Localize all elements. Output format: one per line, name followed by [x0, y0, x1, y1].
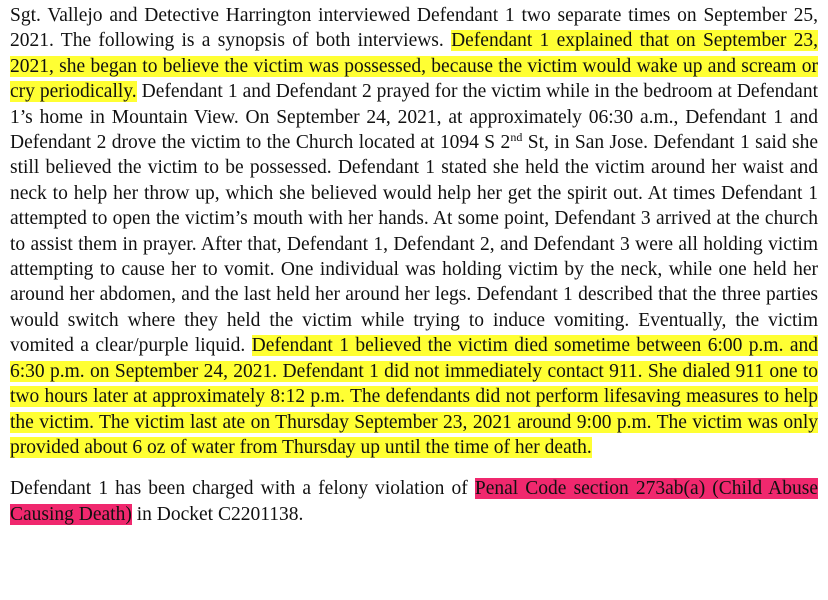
yellow-highlight-death-timeline: Defendant 1 believed the victim died sometime between 6:00 p.m. and 6:30 p.m. on September 24, 2021. Defendant 1 did not immediately contact 911. She dialed 911 one to two hours later at approximately 8:12 p.m. The defendants did not perform lifesaving measures to help the victim. The victim last ate on Thursday September 23, 2021 around 9:00 p.m. The victim was only provided about 6 oz of water from Thursday up until the time of her death. — [10, 335, 818, 458]
interview-synopsis-paragraph — [10, 3, 818, 460]
yellow-highlight-possession-belief: Defendant 1 explained that on September 23, 2021, she began to believe the victim was possessed, because the victim would wake up and scream or cry periodically. — [10, 30, 819, 103]
paragraph-text: in Docket C2201138. — [131, 503, 304, 525]
document-page — [10, 3, 818, 527]
paragraph-text: St, in San Jose. Defendant 1 said she still believed the victim to be possessed. Defendant 1 stated she held the victim around her waist and neck to help her throw up, which she believed would help her get the spirit out. At times Defendant 1 attempted to open the victim’s mouth with her hands. At some point, Defendant 3 arrived at the church to assist them in prayer. After that, Defendant 1, Defendant 2, and Defendant 3 were all holding victim attempting to cause her to vomit. One individual was holding victim by the neck, while one held her around her abdomen, and the last held her around her legs. Defendant 1 described that the three parties would switch where they held the victim while trying to induce vomiting. Eventually, the victim vomited a clear/purple liquid. — [10, 132, 818, 357]
paragraph-text: Defendant 1 and Defendant 2 prayed for the victim while in the bedroom at Defendant 1’s home in Mountain View. On September 24, 2021, at approximately 06:30 a.m., Defendant 1 and Defendant 2 drove the victim to the Church located at 1094 S 2 — [10, 81, 818, 154]
paragraph-text: Sgt. Vallejo and Detective Harrington interviewed Defendant 1 two separate times on September 25, 2021. The following is a synopsis of both interviews. — [10, 5, 818, 52]
paragraph-text: Defendant 1 has been charged with a felony violation of — [10, 478, 475, 500]
charge-paragraph — [10, 476, 818, 527]
ordinal-superscript: nd — [510, 130, 523, 145]
pink-highlight-penal-code: Penal Code section 273ab(a) (Child Abuse Causing Death) — [10, 478, 818, 525]
